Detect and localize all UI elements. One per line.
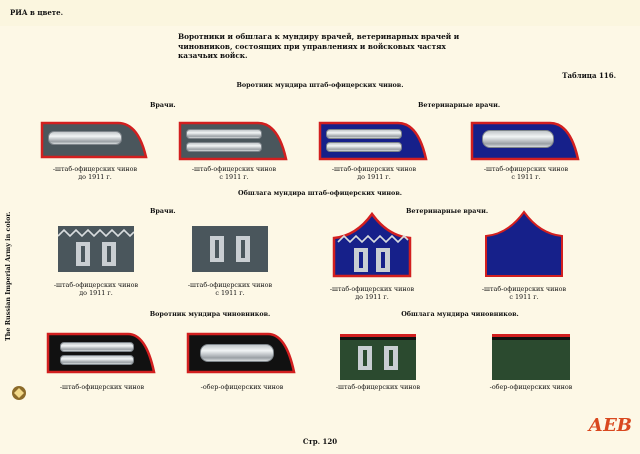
caption-3-line-1: -штаб-офицерских чинов: [331, 165, 417, 173]
caption-8-line-1: -штаб-офицерских чинов: [481, 285, 567, 293]
caption-6-line-2: с 1911 г.: [215, 289, 245, 297]
section-1-group-left: Врачи.: [150, 101, 176, 109]
collar-physician-staff-pre1911: [40, 119, 150, 159]
collar-physician-staff-1911: [178, 119, 290, 161]
caption-5-line-2: до 1911 г.: [79, 289, 113, 297]
caption-11: -штаб-офицерских чинов: [335, 383, 421, 391]
caption-9: -штаб-офицерских чинов: [59, 383, 145, 391]
collar-official-junior: [186, 330, 298, 374]
top-band: [0, 0, 640, 26]
side-label: The Russian Imperial Army in color.: [4, 211, 12, 341]
table-label: Таблица 116.: [562, 71, 616, 80]
section-2-group-left: Врачи.: [150, 207, 176, 215]
caption-4-line-2: с 1911 г.: [511, 173, 541, 181]
caption-5-line-1: -штаб-офицерских чинов: [53, 281, 139, 289]
section-2-group-right: Ветеринарные врачи.: [406, 207, 489, 215]
page-title: Воротники и обшлага к мундиру врачей, ветеринарных врачей и чиновников, состоящих при управлениях и войсковых частях казачьих войск.: [178, 32, 460, 61]
caption-10: -обер-офицерских чинов: [200, 383, 284, 391]
cuff-veterinary-staff-pre1911: [332, 212, 412, 278]
cuff-official-junior: [492, 334, 570, 380]
eagle-icon: [10, 384, 28, 406]
collar-official-staff: [46, 330, 158, 374]
section-1-title: Воротник мундира штаб-офицерских чинов.: [236, 81, 404, 89]
caption-2-line-1: -штаб-офицерских чинов: [191, 165, 277, 173]
cuff-physician-staff-pre1911: [58, 226, 134, 272]
cuff-veterinary-staff-1911: [484, 210, 564, 278]
caption-12: -обер-офицерских чинов: [489, 383, 573, 391]
caption-8-line-2: с 1911 г.: [509, 293, 539, 301]
caption-1-line-2: до 1911 г.: [78, 173, 112, 181]
cuff-official-staff: [340, 334, 416, 380]
caption-1-line-1: -штаб-офицерских чинов: [52, 165, 138, 173]
caption-4-line-1: -штаб-офицерских чинов: [483, 165, 569, 173]
section-1-group-right: Ветеринарные врачи.: [418, 101, 501, 109]
logo: АЕВ: [588, 415, 632, 436]
caption-2-line-2: с 1911 г.: [219, 173, 249, 181]
caption-6-line-1: -штаб-офицерских чинов: [187, 281, 273, 289]
caption-7-line-1: -штаб-офицерских чинов: [329, 285, 415, 293]
page-number: Стр. 120: [302, 437, 338, 446]
caption-7-line-2: до 1911 г.: [355, 293, 389, 301]
top-note: РИА в цвете.: [10, 8, 64, 17]
caption-3-line-2: до 1911 г.: [357, 173, 391, 181]
collar-veterinary-staff-pre1911: [318, 119, 430, 161]
section-3-title-left: Воротник мундира чиновников.: [149, 310, 271, 318]
section-3-title-right: Обшлага мундира чиновников.: [401, 310, 519, 318]
section-2-title: Обшлага мундира штаб-офицерских чинов.: [238, 189, 402, 197]
cuff-physician-staff-1911: [192, 226, 268, 272]
collar-veterinary-staff-1911: [470, 119, 582, 161]
